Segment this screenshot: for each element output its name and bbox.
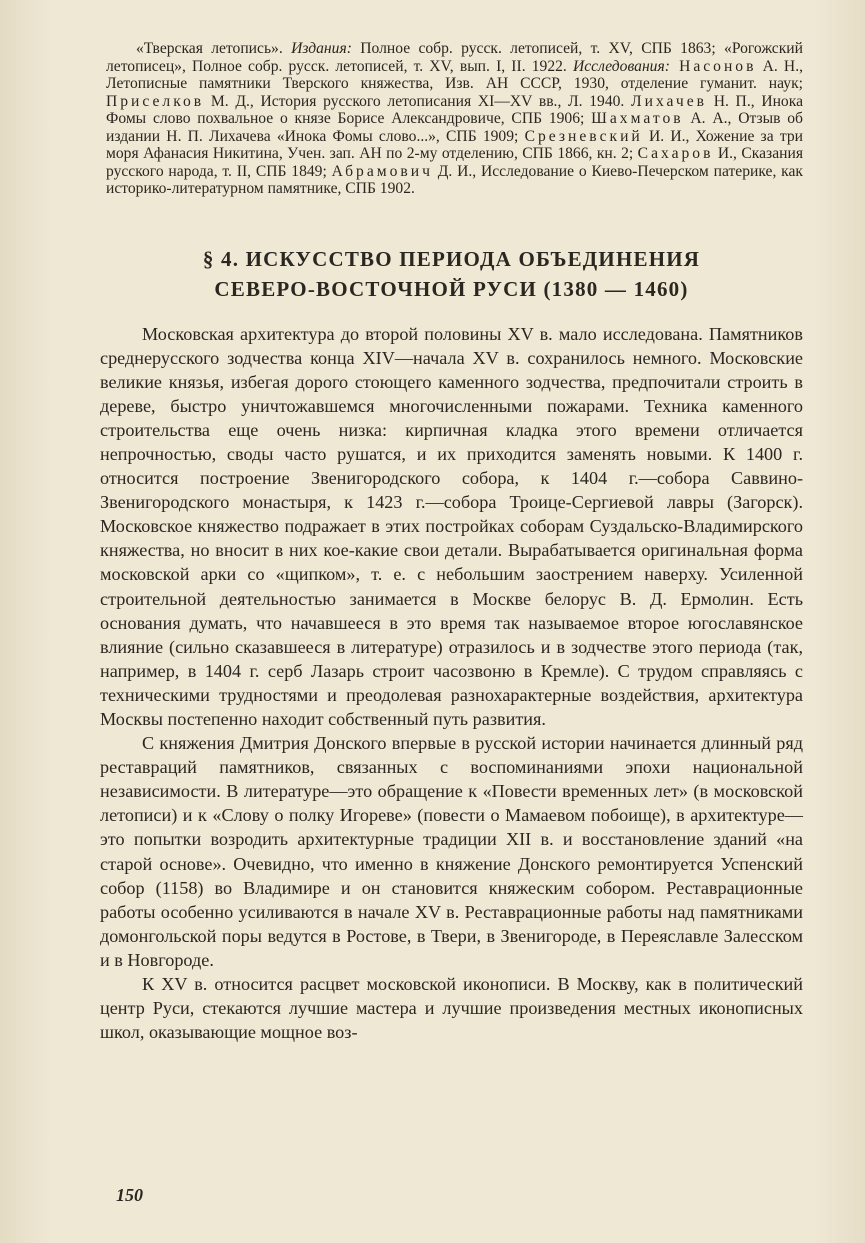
- author-name: Сахаров: [637, 145, 714, 162]
- bibliography-text: А. А., Отзыв об издании Н. П. Лихачева «Инока Фомы слово...», СПБ 1909;: [106, 110, 803, 145]
- bibliography-text: Н. П., Инока Фомы слово похвальное о князе Борисе Александровиче, СПБ 1906;: [106, 92, 803, 127]
- bibliography-block: [100, 40, 803, 198]
- author-name: Шахматов: [591, 110, 684, 127]
- paragraph: С княжения Дмитрия Донского впервые в русской истории начинается длинный ряд реставраций памятников, связанных с воспоминаниями эпохи национальной независимости. В литературе—это обращение к «Повести временных лет» (в московской летописи) и к «Слову о полку Игореве» (повести о Мамаевом побоище), в архитектуре—это попытки возродить архитектурные традиции XII в. и восстановление зданий «на старой основе». Очевидно, что именно в княжение Донского ремонтируется Успенский собор (1158) во Владимире и он становится княжеским собором. Реставрационные работы особенно усиливаются в начале XV в. Реставрационные работы над памятниками домонгольской поры ведутся в Ростове, в Твери, в Звенигороде, в Переяславле Залесском и в Новгороде.: [100, 733, 803, 970]
- section-heading-line: СЕВЕРО-ВОСТОЧНОЙ РУСИ (1380 — 1460): [214, 276, 689, 301]
- editions-label: Издания:: [291, 40, 352, 57]
- bibliography-text: «Тверская летопись».: [136, 40, 292, 57]
- author-name: Приселков: [106, 92, 205, 110]
- author-name: Абрамович: [331, 162, 433, 180]
- research-label: Исследования:: [572, 57, 670, 75]
- author-name: Срезневский: [524, 127, 643, 145]
- bibliography-text: М. Д., История русского летописания XI—XV вв., Л. 1940.: [204, 92, 632, 110]
- author-name: Насонов: [669, 57, 757, 75]
- bibliography-text: А. Н., Летописные памятники Тверского княжества, Изв. АН СССР, 1930, отделение гуманит. наук;: [106, 57, 803, 92]
- section-heading: [100, 244, 803, 304]
- bibliography-text: Полное собр. русск. летописей, т. XV, СПБ 1863; «Рогожский летописец», Полное собр. русск. летописей, т. XV, вып. I, II. 1922.: [106, 40, 803, 75]
- author-name: Лихачев: [631, 92, 707, 110]
- body-text: [100, 322, 803, 1045]
- bibliography-text: Д. И., Исследование о Киево-Печерском патерике, как историко-литературном памятнике, СПБ 1902.: [106, 162, 803, 197]
- bibliography-text: И. И., Хожение за три моря Афанасия Никитина, Учен. зап. АН по 2-му отделению, СПБ 1866, кн. 2;: [106, 127, 803, 162]
- paragraph: К XV в. относится расцвет московской иконописи. В Москву, как в политический центр Руси, стекаются лучшие мастера и лучшие произведения местных иконописных школ, оказывающие мощное воз-: [100, 974, 803, 1043]
- page-number: 150: [116, 1185, 143, 1205]
- bibliography-text: И., Сказания русского народа, т. II, СПБ 1849;: [106, 145, 804, 180]
- section-heading-line: § 4. ИСКУССТВО ПЕРИОДА ОБЪЕДИНЕНИЯ: [202, 246, 701, 271]
- paragraph: Московская архитектура до второй половины XV в. мало исследована. Памятников среднерусского зодчества конца XIV—начала XV в. сохранилось немного. Московские великие князья, избегая дорого стоющего каменного зодчества, предпочитали строить в дереве, быстро уничтожавшемся многочисленными пожарами. Техника каменного строительства еще очень низка: кирпичная кладка этого времени отличается непрочностью, своды часто рушатся, и их приходится заменять новыми. К 1400 г. относится построение Звенигородского собора, к 1404 г.—собора Саввино-Звенигородского монастыря, к 1423 г.—собора Троице-Сергиевой лавры (Загорск). Московское княжество подражает в этих постройках соборам Суздальско-Владимирского княжества, но вносит в них кое-какие свои детали. Вырабатывается оригинальная форма московской арки со «щипком», т. е. с небольшим заострением наверху. Усиленной строительной деятельностью занимается в Москве белорус В. Д. Ермолин. Есть основания думать, что начавшееся в это время так называемое второе югославянское влияние (сильно сказавшееся в литературе) отразилось и в зодчестве этого периода (так, например, в 1404 г. серб Лазарь строит часозвоню в Кремле). С трудом справляясь с техническими трудностями и преодолевая разнохарактерные воздействия, архитектура Москвы постепенно находит собственный путь развития.: [100, 323, 803, 729]
